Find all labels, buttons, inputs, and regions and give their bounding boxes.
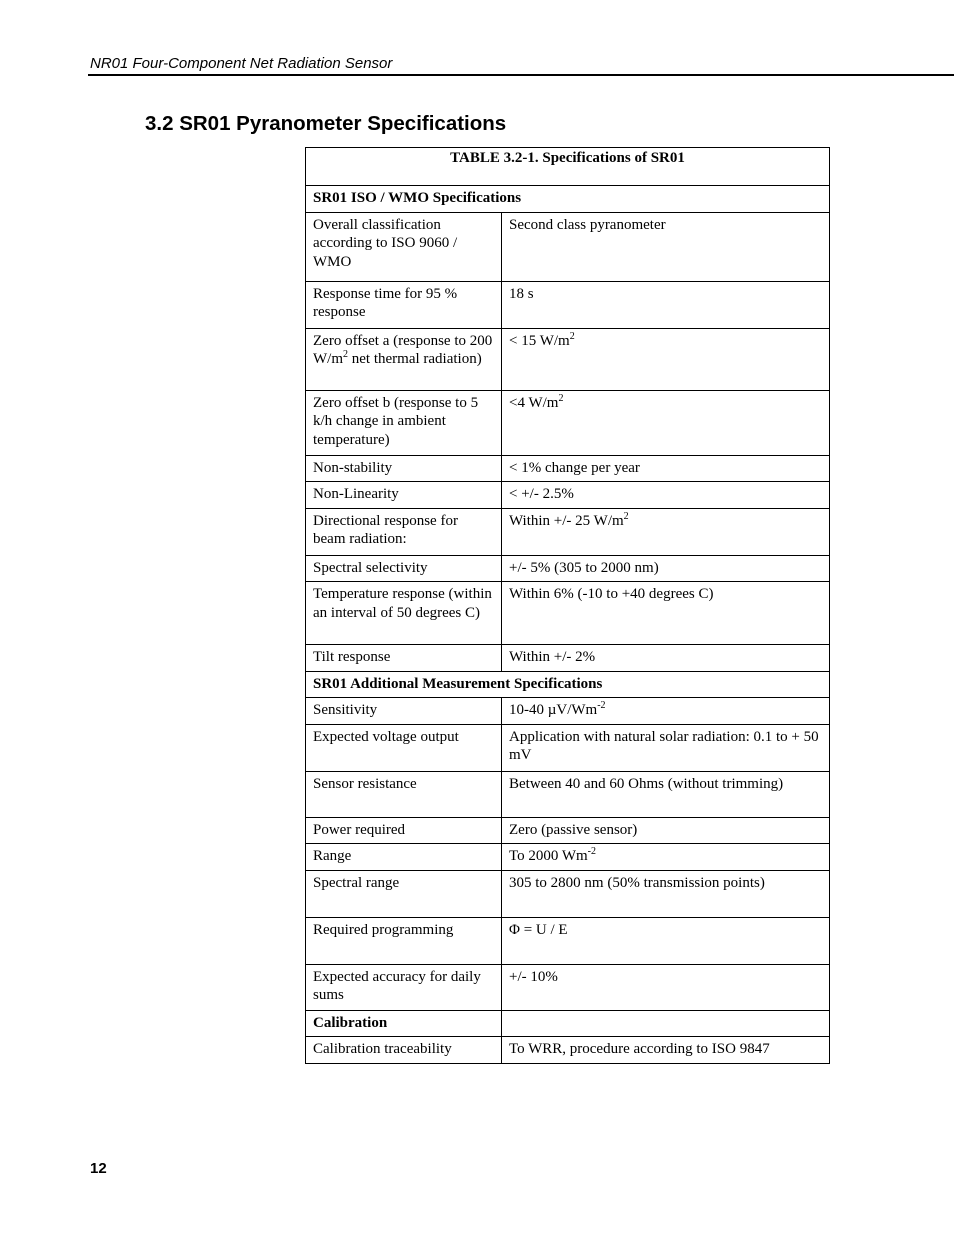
- value-text: 10-40 µV/Wm: [509, 702, 598, 718]
- superscript: 2: [623, 510, 629, 522]
- row-label: Sensitivity: [306, 698, 502, 725]
- header-rule: [88, 74, 954, 76]
- table-row: [306, 645, 830, 672]
- row-value: [502, 698, 830, 725]
- row-label: Non-stability: [306, 455, 502, 482]
- row-label: Overall classification according to ISO 9060 / WMO: [306, 212, 502, 281]
- row-value: +/- 5% (305 to 2000 nm): [502, 555, 830, 582]
- table-row: [306, 964, 830, 1010]
- row-label: Directional response for beam radiation:: [306, 508, 502, 555]
- row-value: Second class pyranometer: [502, 212, 830, 281]
- table-row: [306, 870, 830, 917]
- value-text: < 15 W/m: [509, 332, 570, 349]
- table-row: [306, 724, 830, 771]
- label-text: net thermal radiation): [348, 351, 482, 367]
- row-label: Non-Linearity: [306, 482, 502, 509]
- row-value: [502, 508, 830, 555]
- table-row: [306, 1010, 830, 1037]
- table-caption: TABLE 3.2-1. Specifications of SR01: [306, 148, 830, 186]
- row-label: Calibration traceability: [306, 1037, 502, 1064]
- row-value: +/- 10%: [502, 964, 830, 1010]
- row-label: Power required: [306, 817, 502, 844]
- specifications-table: [305, 147, 830, 1064]
- row-label: Temperature response (within an interval of 50 degrees C): [306, 582, 502, 645]
- table-row: [306, 328, 830, 390]
- section-header-additional: SR01 Additional Measurement Specifications: [306, 671, 830, 698]
- superscript: -2: [597, 700, 606, 711]
- row-label: [306, 328, 502, 390]
- row-label: Response time for 95 % response: [306, 281, 502, 328]
- table-row: [306, 455, 830, 482]
- table-row: [306, 917, 830, 964]
- superscript: -2: [587, 846, 597, 857]
- row-value: Φ = U / E: [502, 917, 830, 964]
- table-row: [306, 771, 830, 817]
- section-title: 3.2 SR01 Pyranometer Specifications: [145, 112, 507, 135]
- superscript: 2: [558, 392, 564, 404]
- page-number: 12: [90, 1160, 107, 1177]
- row-value: < 1% change per year: [502, 455, 830, 482]
- section-header-calibration: Calibration: [306, 1010, 502, 1037]
- row-value-empty: [502, 1010, 830, 1037]
- row-label: Tilt response: [306, 645, 502, 672]
- table-row: [306, 390, 830, 455]
- table-row: [306, 582, 830, 645]
- row-value: Zero (passive sensor): [502, 817, 830, 844]
- table-row: [306, 508, 830, 555]
- table-row: [306, 698, 830, 725]
- table-row: [306, 281, 830, 328]
- row-value: [502, 844, 830, 871]
- row-label: Sensor resistance: [306, 771, 502, 817]
- row-value: To WRR, procedure according to ISO 9847: [502, 1037, 830, 1064]
- row-value: 305 to 2800 nm (50% transmission points): [502, 870, 830, 917]
- section-header-iso: SR01 ISO / WMO Specifications: [306, 186, 830, 213]
- value-text: <4 W/m: [509, 394, 559, 411]
- row-value: [502, 390, 830, 455]
- row-label: Spectral selectivity: [306, 555, 502, 582]
- row-value: Application with natural solar radiation: 0.1 to + 50 mV: [502, 724, 830, 771]
- table-row: [306, 482, 830, 509]
- row-value: Within 6% (-10 to +40 degrees C): [502, 582, 830, 645]
- row-label: Required programming: [306, 917, 502, 964]
- row-value: [502, 328, 830, 390]
- superscript: 2: [343, 349, 348, 360]
- table-row: [306, 212, 830, 281]
- row-value: Between 40 and 60 Ohms (without trimming): [502, 771, 830, 817]
- label-text: Zero offset a (response to 200 W/m: [313, 332, 493, 367]
- superscript: 2: [569, 330, 575, 342]
- value-text: To 2000 Wm: [509, 848, 588, 864]
- table-row: [306, 555, 830, 582]
- row-label: Range: [306, 844, 502, 871]
- table-row: [306, 817, 830, 844]
- row-value: < +/- 2.5%: [502, 482, 830, 509]
- row-value: Within +/- 2%: [502, 645, 830, 672]
- table-row: [306, 1037, 830, 1064]
- value-text: Within +/- 25 W/m: [509, 512, 624, 529]
- row-label: Zero offset b (response to 5 k/h change in ambient temperature): [306, 390, 502, 455]
- row-label: Expected accuracy for daily sums: [306, 964, 502, 1010]
- row-value: 18 s: [502, 281, 830, 328]
- row-label: Expected voltage output: [306, 724, 502, 771]
- table-row: [306, 844, 830, 871]
- running-head: NR01 Four-Component Net Radiation Sensor: [90, 55, 393, 72]
- row-label: Spectral range: [306, 870, 502, 917]
